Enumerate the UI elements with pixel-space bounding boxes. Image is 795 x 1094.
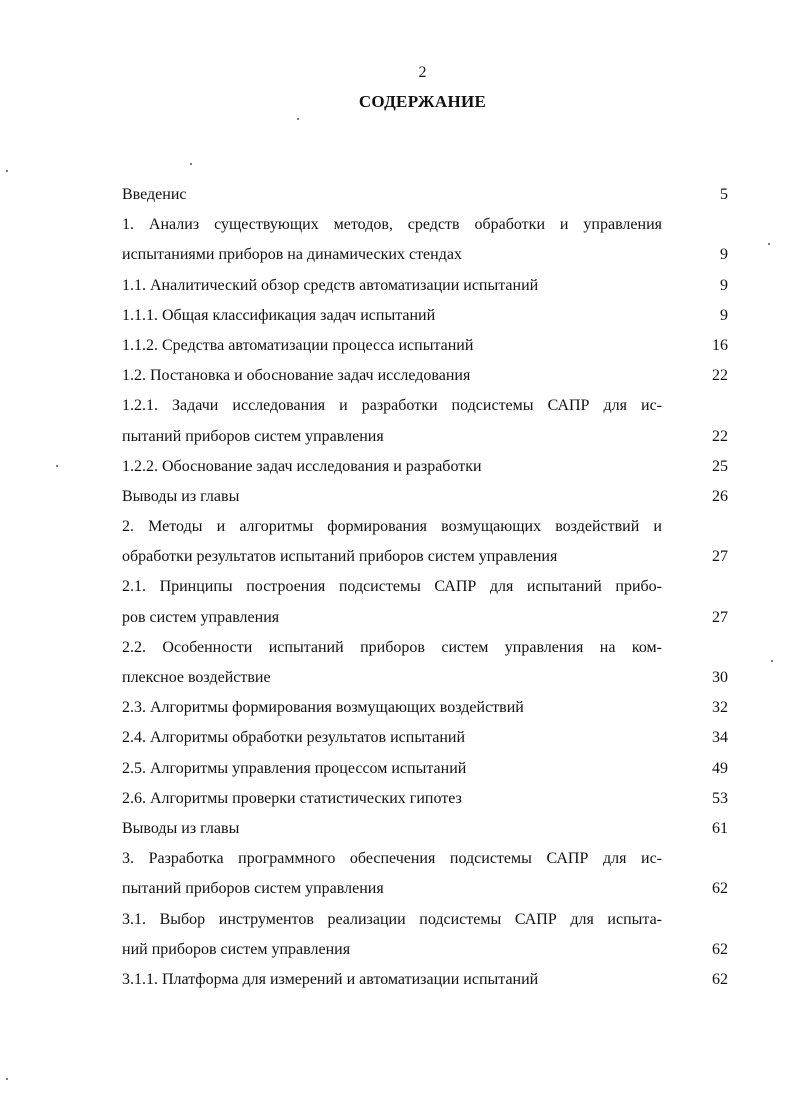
toc-entry [122,905,728,965]
toc-entry-text: 3.1.1. Платформа для измерений и автоматизации испытаний [122,970,539,988]
toc-page-number: 5 [720,186,728,203]
toc-entry [122,512,728,572]
toc-entry [122,331,728,361]
toc-entry-text: 2.1. Принципы построения подсистемы САПР для испытаний прибо- [122,578,662,596]
toc-page-number: 26 [712,487,728,505]
toc-page-number: 25 [712,457,728,475]
toc-entry-text: ний приборов систем управления [122,940,351,958]
toc-entry [122,572,728,632]
page-title: СОДЕРЖАНИЕ [358,92,487,111]
scan-speck [6,1078,8,1080]
toc-entry-text: Введенис [122,186,187,203]
scan-speck [190,163,192,165]
toc-entry [122,301,728,331]
toc-entry-text: пытаний приборов систем управления [122,880,384,898]
toc-entry-text: Выводы из главы [122,487,240,505]
toc-entry [122,723,728,753]
toc-entry [122,784,728,814]
toc-entry [122,361,728,391]
toc-entry-text: 1.1. Аналитический обзор средств автоматизации испытаний [122,276,539,294]
toc-entry [122,965,728,995]
toc-entry [122,482,728,512]
toc-entry-text: 2. Методы и алгоритмы формирования возмущающих воздействий и [122,518,662,536]
toc-entry-text: ров систем управления [122,608,280,626]
toc-entry [122,391,728,451]
scan-speck [56,465,58,467]
toc-entry [122,452,728,482]
toc-entry-text: пытаний приборов систем управления [122,427,384,445]
toc-entry [122,210,728,270]
toc-entry-text: 1.2. Постановка и обоснование задач исследования [122,367,471,385]
toc-entry [122,180,728,210]
toc-entry-text: 2.4. Алгоритмы обработки результатов испытаний [122,729,466,747]
toc-entry [122,693,728,723]
toc-page-number: 62 [712,940,728,958]
toc-entry-text: обработки результатов испытаний приборов систем управления [122,548,558,566]
toc-page-number: 22 [712,367,728,385]
toc-entry-text: испытаниями приборов на динамических стендах [122,246,462,264]
toc-page-number: 53 [712,789,728,807]
toc-entry [122,633,728,693]
toc-page-number: 49 [712,759,728,777]
toc-entry-text: 3. Разработка программного обеспечения подсистемы САПР для ис- [122,850,662,868]
toc-entry-text: плексное воздействие [122,669,271,686]
toc-page-number: 27 [712,548,728,566]
scan-speck [768,243,770,245]
toc-entry-text: 2.6. Алгоритмы проверки статистических гипотез [122,789,462,807]
toc-page-number: 32 [712,699,728,717]
toc-page-number: 9 [720,246,728,264]
toc-entry-text: 1. Анализ существующих методов, средств обработки и управления [122,216,662,234]
scan-speck [771,660,773,662]
toc-entry [122,754,728,784]
toc-entry-text: 3.1. Выбор инструментов реализации подсистемы САПР для испыта- [122,910,662,928]
toc-entry-text: 2.3. Алгоритмы формирования возмущающих воздействий [122,699,524,717]
page-number: 2 [418,64,427,81]
toc-entry [122,271,728,301]
toc-page-number: 22 [712,427,728,445]
toc-page-number: 27 [712,608,728,626]
toc-entry-text: 1.1.2. Средства автоматизации процесса испытаний [122,336,474,354]
scan-speck [6,170,8,172]
toc-page-number: 62 [712,970,728,988]
toc-page-number: 16 [712,336,728,354]
toc-entry [122,844,728,904]
toc-entry [122,814,728,844]
toc-page-number: 34 [712,729,728,747]
toc-entry-text: 1.2.1. Задачи исследования и разработки подсистемы САПР для ис- [122,397,662,415]
toc-entry-text: Выводы из главы [122,819,240,837]
toc-page-number: 61 [712,819,728,837]
toc-entry-text: 1.1.1. Общая классификация задач испытаний [122,306,436,324]
toc-page-number: 9 [720,276,728,294]
toc-entry-text: 2.2. Особенности испытаний приборов систем управления на ком- [122,638,662,656]
toc-entry-text: 1.2.2. Обоснование задач исследования и разработки [122,457,482,475]
scan-speck [297,118,299,120]
toc-page-number: 62 [712,880,728,898]
toc-page-number: 30 [712,669,728,686]
toc-entry-text: 2.5. Алгоритмы управления процессом испытаний [122,759,467,777]
table-of-contents [122,180,728,995]
toc-page-number: 9 [720,306,728,324]
